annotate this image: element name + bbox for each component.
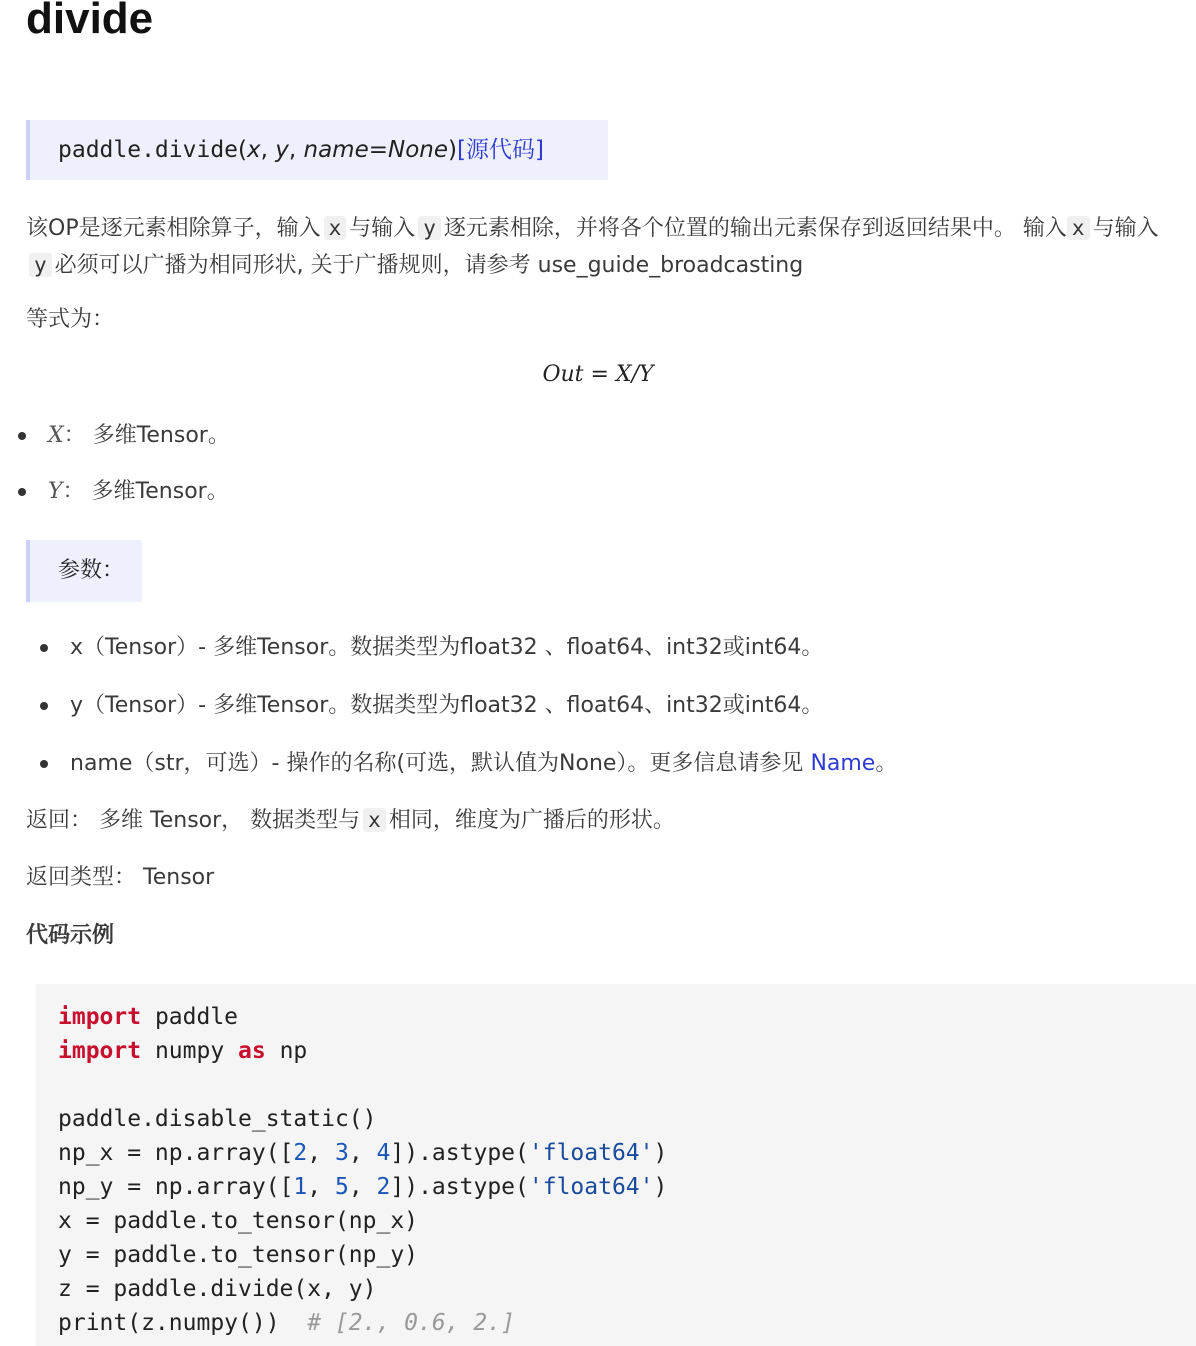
- inline-code-x: x: [363, 808, 386, 832]
- bullet-dot: [18, 432, 26, 440]
- formula: Out = X/Y: [542, 362, 654, 387]
- signature-arg-y: y: [275, 137, 289, 163]
- inline-code-x: x: [324, 216, 347, 240]
- code-line: paddle.disable_static(): [58, 1106, 377, 1132]
- code-line: print(z.numpy()) # [2., 0.6, 2.]: [58, 1310, 515, 1336]
- param-item-name: name（str，可选）- 操作的名称(可选，默认值为None）。更多信息请参见 Name。: [70, 751, 898, 776]
- page-title: divide: [26, 0, 154, 43]
- code-line: import numpy as np: [58, 1038, 308, 1064]
- code-line: x = paddle.to_tensor(np_x): [58, 1208, 419, 1234]
- code-line: import paddle: [58, 1004, 239, 1030]
- inline-code-x: x: [1067, 216, 1090, 240]
- code-line-blank: [58, 1068, 1196, 1102]
- inline-code-y: y: [418, 216, 441, 240]
- var-item-x: X： 多维Tensor。: [48, 423, 230, 448]
- bullet-dot: [40, 644, 48, 652]
- params-header: 参数：: [26, 540, 142, 602]
- signature-arg-x: x: [247, 137, 261, 163]
- bullet-dot: [40, 760, 48, 768]
- source-code-link[interactable]: [源代码]: [457, 137, 544, 163]
- returns: 返回： 多维 Tensor， 数据类型与 x 相同，维度为广播后的形状。: [26, 808, 675, 833]
- var-item-y: Y： 多维Tensor。: [48, 479, 229, 504]
- code-example: [36, 984, 1196, 1346]
- bullet-dot: [18, 488, 26, 496]
- code-line: np_x = np.array([2, 3, 4]).astype('float64'): [58, 1140, 668, 1166]
- function-signature: paddle.divide(x, y, name=None)[源代码]: [26, 120, 608, 180]
- code-line: np_y = np.array([1, 5, 2]).astype('float64'): [58, 1174, 668, 1200]
- equation-label: 等式为：: [26, 307, 115, 332]
- return-type: 返回类型： Tensor: [26, 865, 215, 890]
- param-item-y: y（Tensor）- 多维Tensor。数据类型为float32 、float64、int32或int64。: [70, 693, 824, 718]
- bullet-dot: [40, 702, 48, 710]
- param-item-x: x（Tensor）- 多维Tensor。数据类型为float32 、float64、int32或int64。: [70, 635, 824, 660]
- inline-code-y: y: [29, 253, 52, 277]
- description: 该OP是逐元素相除算子，输入 x 与输入 y 逐元素相除，并将各个位置的输出元素保存到返回结果中。 输入 x 与输入y 必须可以广播为相同形状, 关于广播规则，请参考 use_guide_broadcasting: [26, 216, 1159, 278]
- example-header: 代码示例: [26, 923, 115, 948]
- code-line: z = paddle.divide(x, y): [58, 1276, 377, 1302]
- signature-func: paddle.divide: [58, 137, 239, 163]
- name-link[interactable]: Name: [810, 751, 876, 776]
- signature-arg-name: name: [303, 137, 369, 163]
- code-line: y = paddle.to_tensor(np_y): [58, 1242, 419, 1268]
